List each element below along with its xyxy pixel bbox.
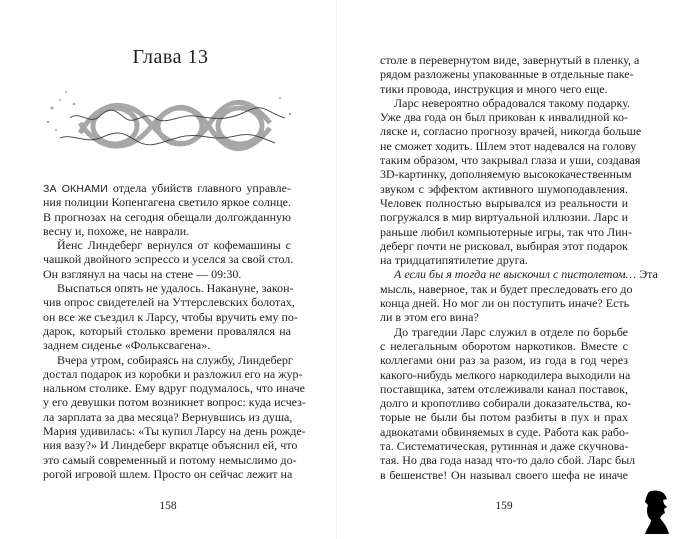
- detective-silhouette-icon: [643, 490, 669, 534]
- text-line: ния полиции Копенгагена светило яркое солнце.: [43, 195, 291, 210]
- chapter-title: Глава 13: [132, 46, 209, 68]
- text-line: конца дней. Но мог ли он поступить иначе? Есть: [380, 296, 630, 311]
- line-rest: отдела убийств главного управле-: [108, 181, 291, 195]
- right-text-column: [380, 53, 658, 482]
- text-line: адвокатами обвиняемых в суде. Работа как рабо-: [380, 424, 629, 439]
- text-line: Он взглянул на часы на стене — 09:30.: [43, 266, 242, 281]
- text-line: ла зарплата за два месяца? Вернувшись из душа,: [43, 409, 293, 424]
- celtic-knot-ornament-icon: [40, 78, 300, 164]
- page-number: 158: [159, 500, 177, 512]
- text-line: не сможет ходить. Шлем этот надевался на голову: [380, 138, 637, 153]
- text-line: ли в этом его вина?: [380, 310, 479, 325]
- right-page: [337, 0, 674, 539]
- paragraph: [43, 281, 298, 353]
- text-line: [380, 267, 658, 282]
- text-line: какого-нибудь мелкого наркодилера выходили на: [380, 367, 631, 382]
- text-line: у его девушки потом возникнет вопрос: куда исчез-: [43, 395, 306, 410]
- text-line: в бешенстве! Он называл своего шефа не иначе: [380, 467, 628, 482]
- text-line: чив опрос свидетелей на Уттерслевских болотах,: [43, 295, 295, 310]
- text-line: та. Систематическая, рутинная и даже скучнова-: [380, 439, 629, 454]
- text-line: мысль, наверное, так и будет преследовать его до: [380, 281, 633, 296]
- text-line: тики провода, инструкция и много чего еще.: [380, 81, 608, 96]
- line-rest: Эта: [636, 267, 658, 282]
- text-line: нальном столике. Ему вдруг подумалось, что иначе: [43, 381, 306, 396]
- text-line: Мария удивилась: «Ты купил Ларсу на день рожде-: [43, 424, 306, 439]
- text-line: Йенс Линдеберг вернулся от кофемашины с: [57, 238, 291, 253]
- paragraph: [43, 238, 294, 281]
- text-line: рядом разложены упакованные в отдельные паке-: [380, 67, 634, 82]
- text-line: 3D-картинку, дополняемую высококачественным: [380, 167, 632, 182]
- text-line: погружался в мир виртуальной иллюзии. Ларс и: [380, 210, 628, 225]
- text-line: Уже два года он был прикован к инвалидной ко-: [380, 110, 628, 125]
- italic-thought: А если бы я тогда не выскочил с пистолетом…: [394, 267, 637, 282]
- text-line: деберг почти не рисковал, выбирая этот подарок: [380, 238, 628, 253]
- paragraph: [380, 324, 636, 482]
- text-line: он все же съездил к Ларсу, чтобы вручить ему по-: [43, 309, 298, 324]
- paragraph: [380, 95, 642, 268]
- text-line: таким образом, что закрывал глаза и уши, создавая: [380, 153, 641, 168]
- text-line: [43, 181, 291, 195]
- text-line: на тридцатипятилетие друга.: [380, 253, 528, 268]
- text-line: тая. Но два года назад что-то дало сбой. Ларс был: [380, 453, 636, 468]
- text-line: Человек полностью вырывался из реальности и: [380, 195, 628, 210]
- text-line: чашкой двойного эспрессо и уселся за свой стол.: [43, 252, 294, 267]
- text-line: ния вазу?» И Линдеберг вкратце объяснил ей, что: [43, 438, 298, 453]
- text-line: столе в перевернутом виде, завернутый в пленку, а: [380, 53, 640, 67]
- left-text-column: [43, 181, 306, 481]
- lead-in-caps: ЗА ОКНАМИ: [43, 183, 109, 195]
- page-number: 159: [495, 500, 513, 512]
- text-line: Ларс невероятно обрадовался такому подарку.: [394, 95, 630, 110]
- text-line: До трагедии Ларс служил в отделе по борьбе: [394, 324, 628, 339]
- text-line: весну и, похоже, не наврали.: [43, 223, 190, 238]
- paragraph: [43, 181, 291, 238]
- text-line: долго и кропотливо собирали доказательства, ко-: [380, 396, 632, 411]
- text-line: рогой игровой шлем. Просто он сейчас лежит на: [43, 466, 293, 481]
- text-line: Вчера утром, собираясь на службу, Линдеберг: [57, 352, 293, 367]
- text-line: звуком с эффектом активного шумоподавления.: [380, 181, 628, 196]
- paragraph: [43, 352, 306, 482]
- text-line: ляске и, согласно прогнозу врачей, никогда больше: [380, 124, 642, 139]
- paragraph: [380, 53, 640, 96]
- text-line: заднем сиденье «Фольксвагена».: [43, 338, 211, 353]
- text-line: раньше любил компьютерные игры, так что Лин-: [380, 224, 632, 239]
- text-line: коллегами они раз за разом, из года в год через: [380, 353, 628, 368]
- paragraph: [380, 267, 658, 325]
- text-line: торые не были бы потом разбиты в пух и прах: [380, 410, 628, 425]
- text-line: Выспаться опять не удалось. Накануне, закон-: [57, 281, 294, 296]
- text-line: это самый современный и потому немыслимо до-: [43, 452, 297, 467]
- text-line: достал подарок из коробки и разложил его на жур-: [43, 366, 303, 381]
- text-line: В прогнозах на сегодня обещали долгожданную: [43, 209, 291, 224]
- text-line: поставщика, затем отслеживали канал поставок,: [380, 381, 628, 396]
- text-line: дарок, который столько времени провалялся на: [43, 323, 291, 338]
- text-line: с нелегальным оборотом наркотиков. Вместе с: [380, 338, 628, 353]
